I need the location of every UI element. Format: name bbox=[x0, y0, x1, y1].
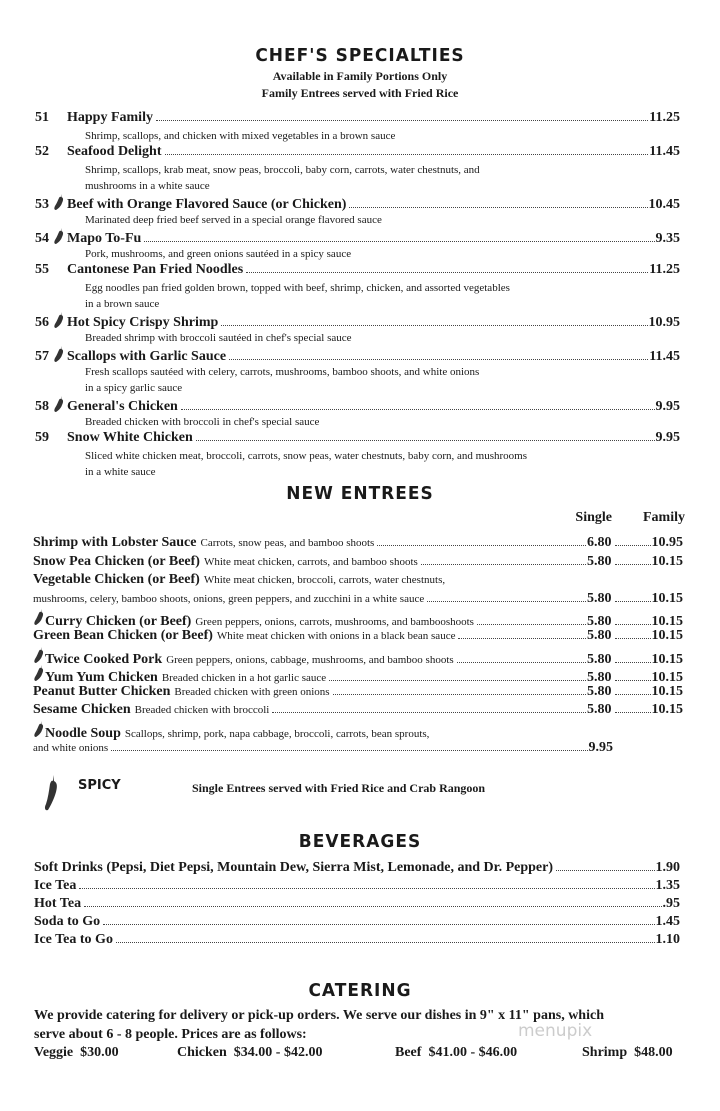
single-price: 5.80 bbox=[587, 651, 612, 667]
column-header-single: Single bbox=[575, 510, 612, 525]
single-price: 5.80 bbox=[587, 553, 612, 569]
item-description: Marinated deep fried beef served in a special orange flavored sauce bbox=[85, 214, 382, 226]
menu-item[interactable] bbox=[35, 346, 680, 364]
spicy-legend bbox=[0, 772, 720, 812]
dot-leader bbox=[615, 638, 651, 639]
family-price: 10.15 bbox=[651, 590, 683, 606]
menu-item[interactable] bbox=[33, 684, 683, 703]
item-description: Carrots, snow peas, and bamboo shoots bbox=[200, 537, 375, 549]
dot-leader bbox=[615, 694, 651, 695]
chili-pepper-icon bbox=[42, 774, 60, 812]
item-price: 11.45 bbox=[649, 144, 680, 159]
item-price: 9.95 bbox=[655, 430, 680, 445]
item-number: 58 bbox=[35, 399, 49, 414]
chili-pepper-icon bbox=[53, 194, 65, 210]
chili-pepper-icon bbox=[53, 346, 65, 362]
family-price: 10.15 bbox=[651, 670, 683, 686]
family-price: 10.15 bbox=[651, 651, 683, 667]
single-price: 5.80 bbox=[587, 683, 612, 699]
watermark: menupix bbox=[518, 1021, 593, 1041]
dot-leader bbox=[615, 545, 651, 546]
item-price: 1.10 bbox=[655, 932, 680, 947]
item-name: Soft Drinks (Pepsi, Diet Pepsi, Mountain Dew, Sierra Mist, Lemonade, and Dr. Pepper) bbox=[34, 860, 554, 875]
item-number: 51 bbox=[35, 110, 49, 125]
dot-leader bbox=[615, 601, 651, 602]
dot-leader bbox=[615, 662, 651, 663]
family-price: 10.15 bbox=[651, 683, 683, 699]
single-price: 5.80 bbox=[587, 702, 612, 718]
catering-label: Chicken bbox=[177, 1045, 227, 1060]
family-price: 10.15 bbox=[651, 614, 683, 630]
dot-leader bbox=[615, 712, 651, 713]
dot-leader bbox=[103, 924, 654, 925]
dot-leader bbox=[144, 241, 654, 242]
menu-item[interactable] bbox=[35, 194, 680, 212]
item-description: White meat chicken, broccoli, carrots, water chestnuts, bbox=[203, 574, 446, 587]
chili-pepper-icon bbox=[53, 396, 65, 412]
beverage-item[interactable] bbox=[34, 896, 680, 914]
menu-item-continued bbox=[33, 591, 683, 610]
item-price: 9.35 bbox=[655, 231, 680, 246]
menu-item[interactable] bbox=[33, 535, 683, 554]
family-price: 10.15 bbox=[651, 702, 683, 718]
item-name: Happy Family bbox=[67, 110, 153, 125]
item-number: 59 bbox=[35, 430, 49, 445]
item-price: 11.45 bbox=[649, 349, 680, 364]
dot-leader bbox=[116, 942, 655, 943]
item-name: Noodle Soup bbox=[45, 725, 121, 741]
item-description: in a spicy garlic sauce bbox=[85, 382, 183, 394]
item-description: mushrooms in a white sauce bbox=[85, 180, 210, 192]
item-description: mushrooms, celery, bamboo shoots, onions, green peppers, and zucchini in a white sauce bbox=[33, 592, 425, 605]
item-name: Twice Cooked Pork bbox=[45, 651, 163, 667]
section-title: BEVERAGES bbox=[298, 831, 422, 853]
item-price: .95 bbox=[662, 896, 680, 911]
catering-text: We provide catering for delivery or pick-up orders. We serve our dishes in 9" x 11" pans, which bbox=[34, 1008, 604, 1023]
item-name: Yum Yum Chicken bbox=[45, 670, 158, 686]
item-name: Mapo To-Fu bbox=[67, 231, 142, 246]
item-name: Curry Chicken (or Beef) bbox=[45, 614, 192, 630]
beverage-item[interactable] bbox=[34, 914, 680, 932]
dot-leader bbox=[457, 662, 586, 663]
item-price: 11.25 bbox=[649, 262, 680, 277]
item-number: 57 bbox=[35, 349, 49, 364]
section-title: NEW ENTREES bbox=[286, 483, 434, 505]
item-description: Green peppers, onions, cabbage, mushrooms, and bamboo shoots bbox=[166, 653, 454, 666]
menu-item[interactable] bbox=[33, 628, 683, 647]
dot-leader bbox=[221, 325, 647, 326]
family-price: 10.95 bbox=[651, 535, 683, 550]
item-description: in a brown sauce bbox=[85, 298, 160, 310]
dot-leader bbox=[156, 120, 648, 121]
item-description: Scallops, shrimp, pork, napa cabbage, broccoli, carrots, bean sprouts, bbox=[124, 727, 430, 740]
item-name: Shrimp with Lobster Sauce bbox=[33, 535, 197, 550]
catering-price: $34.00 - $42.00 bbox=[233, 1045, 323, 1060]
item-description: Egg noodles pan fried golden brown, topped with beef, shrimp, chicken, and assorted vegetables bbox=[85, 282, 510, 294]
menu-item[interactable] bbox=[35, 262, 680, 280]
item-description: Fresh scallops sautéed with celery, carrots, mushrooms, bamboo shoots, and white onions bbox=[85, 366, 480, 378]
menu-item[interactable] bbox=[33, 609, 683, 628]
family-price: 10.15 bbox=[651, 553, 683, 569]
new-entrees-section bbox=[0, 484, 720, 758]
menu-item[interactable] bbox=[35, 312, 680, 330]
catering-price: $30.00 bbox=[80, 1045, 119, 1060]
item-name: Hot Spicy Crispy Shrimp bbox=[67, 315, 219, 330]
dot-leader bbox=[246, 272, 648, 273]
menu-item[interactable] bbox=[33, 721, 683, 740]
single-price: 6.80 bbox=[587, 535, 612, 550]
beverage-item[interactable] bbox=[34, 878, 680, 896]
item-description: Breaded shrimp with broccoli sautéed in chef's special sauce bbox=[85, 332, 352, 344]
chili-pepper-icon bbox=[33, 609, 45, 625]
section-subtitle: Available in Family Portions Only bbox=[272, 69, 448, 83]
item-description: in a white sauce bbox=[85, 466, 156, 478]
item-description: Breaded chicken in a hot garlic sauce bbox=[161, 672, 327, 685]
dot-leader bbox=[556, 870, 654, 871]
dot-leader bbox=[427, 601, 586, 602]
single-price: 5.80 bbox=[587, 614, 612, 630]
item-name: Snow Pea Chicken (or Beef) bbox=[33, 553, 200, 569]
item-name: Vegetable Chicken (or Beef) bbox=[33, 572, 200, 588]
item-price: 1.90 bbox=[655, 860, 680, 875]
dot-leader bbox=[349, 207, 647, 208]
catering-price: $41.00 - $46.00 bbox=[428, 1045, 518, 1060]
catering-text: serve about 6 - 8 people. Prices are as follows: bbox=[34, 1026, 307, 1042]
dot-leader bbox=[615, 564, 651, 565]
dot-leader bbox=[229, 359, 648, 360]
section-title: CHEF'S SPECIALTIES bbox=[255, 45, 465, 67]
menu-item[interactable] bbox=[33, 702, 683, 721]
dot-leader bbox=[272, 712, 586, 713]
menu-item[interactable] bbox=[33, 647, 683, 666]
item-description: Pork, mushrooms, and green onions sautéed in a spicy sauce bbox=[85, 248, 352, 260]
menu-item[interactable] bbox=[33, 554, 683, 573]
catering-section bbox=[0, 981, 720, 1063]
item-description: Shrimp, scallops, krab meat, snow peas, broccoli, baby corn, carrots, water chestnuts, and bbox=[85, 164, 480, 176]
item-name: Ice Tea bbox=[34, 878, 77, 893]
item-name: Seafood Delight bbox=[67, 144, 162, 159]
dot-leader bbox=[477, 624, 586, 625]
item-name: Scallops with Garlic Sauce bbox=[67, 349, 227, 364]
spicy-label: SPICY bbox=[78, 778, 121, 793]
dot-leader bbox=[181, 409, 655, 410]
item-description: Breaded chicken with green onions bbox=[174, 685, 330, 698]
dot-leader bbox=[377, 545, 586, 546]
dot-leader bbox=[421, 564, 586, 565]
dot-leader bbox=[196, 440, 655, 441]
dot-leader bbox=[458, 638, 586, 639]
dot-leader bbox=[333, 694, 586, 695]
menu-item[interactable] bbox=[35, 396, 680, 414]
item-name: Ice Tea to Go bbox=[34, 932, 113, 947]
item-price: 10.45 bbox=[648, 197, 680, 212]
column-header-family: Family bbox=[643, 510, 685, 525]
chili-pepper-icon bbox=[33, 721, 45, 737]
menu-item[interactable] bbox=[35, 430, 680, 448]
item-number: 53 bbox=[35, 197, 49, 212]
item-number: 55 bbox=[35, 262, 49, 277]
item-description: Breaded chicken with broccoli bbox=[134, 704, 270, 717]
menu-item[interactable] bbox=[33, 665, 683, 684]
item-number: 54 bbox=[35, 231, 49, 246]
item-price: 1.35 bbox=[655, 878, 680, 893]
dot-leader bbox=[329, 680, 586, 681]
single-price: 5.80 bbox=[587, 627, 612, 643]
single-price: 9.95 bbox=[588, 739, 613, 755]
section-subtitle: Family Entrees served with Fried Rice bbox=[261, 86, 459, 100]
chili-pepper-icon bbox=[33, 665, 45, 681]
single-entrees-note: Single Entrees served with Fried Rice and Crab Rangoon bbox=[192, 781, 486, 795]
menu-item[interactable] bbox=[35, 110, 680, 128]
item-name: Soda to Go bbox=[34, 914, 101, 929]
menu-item-continued bbox=[33, 740, 683, 759]
item-number: 52 bbox=[35, 144, 49, 159]
section-title: CATERING bbox=[308, 980, 412, 1002]
item-description: Shrimp, scallops, and chicken with mixed vegetables in a brown sauce bbox=[85, 130, 396, 142]
item-name: Cantonese Pan Fried Noodles bbox=[67, 262, 244, 277]
item-price: 11.25 bbox=[649, 110, 680, 125]
item-price: 9.95 bbox=[655, 399, 680, 414]
item-name: General's Chicken bbox=[67, 399, 178, 414]
item-name: Sesame Chicken bbox=[33, 702, 131, 718]
dot-leader bbox=[615, 624, 651, 625]
item-name: Snow White Chicken bbox=[67, 430, 193, 445]
item-description: White meat chicken with onions in a black bean sauce bbox=[216, 629, 456, 642]
item-number: 56 bbox=[35, 315, 49, 330]
chefs-specialties-section bbox=[0, 46, 720, 480]
beverages-section bbox=[0, 832, 720, 950]
chili-pepper-icon bbox=[53, 312, 65, 328]
single-price: 5.80 bbox=[587, 670, 612, 686]
item-description: White meat chicken, carrots, and bamboo shoots bbox=[203, 555, 418, 568]
dot-leader bbox=[111, 750, 587, 751]
dot-leader bbox=[79, 888, 654, 889]
family-price: 10.15 bbox=[651, 627, 683, 643]
dot-leader bbox=[165, 154, 649, 155]
item-description: Sliced white chicken meat, broccoli, carrots, snow peas, water chestnuts, baby corn, and mushrooms bbox=[85, 450, 528, 462]
single-price: 5.80 bbox=[587, 590, 612, 606]
item-name: Green Bean Chicken (or Beef) bbox=[33, 627, 213, 643]
catering-label: Beef bbox=[395, 1045, 422, 1060]
chili-pepper-icon bbox=[53, 228, 65, 244]
menu-item[interactable] bbox=[35, 228, 680, 246]
catering-price: $48.00 bbox=[634, 1045, 673, 1060]
item-name: Beef with Orange Flavored Sauce (or Chicken) bbox=[67, 197, 347, 212]
menu-item[interactable] bbox=[33, 572, 683, 591]
catering-label: Veggie bbox=[34, 1045, 74, 1060]
chili-pepper-icon bbox=[33, 647, 45, 663]
menu-item[interactable] bbox=[35, 144, 680, 162]
item-description: Breaded chicken with broccoli in chef's special sauce bbox=[85, 416, 320, 428]
item-name: Hot Tea bbox=[34, 896, 82, 911]
item-price: 1.45 bbox=[655, 914, 680, 929]
dot-leader bbox=[84, 906, 661, 907]
item-price: 10.95 bbox=[648, 315, 680, 330]
beverage-item[interactable] bbox=[34, 932, 680, 950]
dot-leader bbox=[615, 680, 651, 681]
beverage-item[interactable] bbox=[34, 860, 680, 878]
catering-label: Shrimp bbox=[582, 1045, 628, 1060]
item-description: and white onions bbox=[33, 741, 109, 754]
item-name: Peanut Butter Chicken bbox=[33, 683, 171, 699]
item-description: Green peppers, onions, carrots, mushrooms, and bambooshoots bbox=[195, 616, 474, 629]
